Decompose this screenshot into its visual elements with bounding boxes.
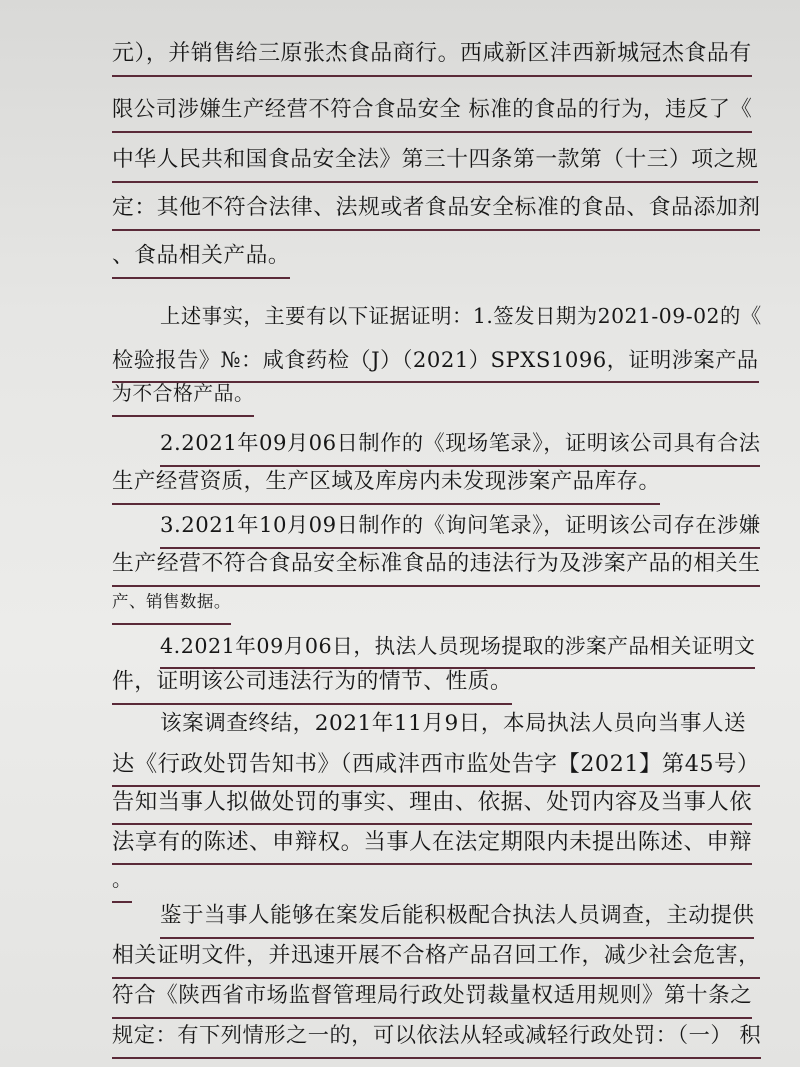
text-line-content: 限公司涉嫌生产经营不符合食品安全 标准的食品的行为，违反了《 [112, 90, 752, 133]
text-line-content: 规定：有下列情形之一的，可以依法从轻或减轻行政处罚：（一） 积 [112, 1016, 761, 1059]
text-line-content: 符合《陕西省市场监督管理局行政处罚裁量权适用规则》第十条之 [112, 976, 752, 1019]
text-line [0, 860, 800, 900]
text-line-content: 件，证明该公司违法行为的情节、性质。 [112, 662, 512, 705]
text-line-content: 鉴于当事人能够在案发后能积极配合执法人员调查，主动提供 [160, 896, 754, 939]
text-line-content: 。 [112, 860, 132, 903]
text-line [0, 822, 800, 862]
text-line [0, 896, 800, 936]
text-line [0, 506, 800, 546]
text-line-content: 2.2021年09月06日制作的《现场笔录》，证明该公司具有合法 [160, 424, 760, 467]
text-line [0, 1016, 800, 1056]
text-line-content: 达《行政处罚告知书》（西咸沣西市监处告字【2021】第45号） [112, 744, 760, 787]
text-line [0, 662, 800, 702]
text-line [0, 236, 800, 276]
text-line [0, 936, 800, 976]
text-line-content: 相关证明文件，并迅速开展不合格产品召回工作，减少社会危害， [112, 936, 760, 979]
text-line-content: 告知当事人拟做处罚的事实、理由、依据、处罚内容及当事人依 [112, 782, 752, 825]
text-line [0, 976, 800, 1016]
text-line [0, 34, 800, 74]
text-line-content: 中华人民共和国食品安全法》第三十四条第一款第（十三）项之规 [112, 140, 758, 183]
text-line-content: 检验报告》№：咸食药检（J）（2021）SPXS1096，证明涉案产品 [112, 340, 759, 383]
text-line [0, 744, 800, 784]
text-line [0, 782, 800, 822]
text-line [0, 374, 800, 414]
text-line-content: 生产经营资质，生产区域及库房内未发现涉案产品库存。 [112, 462, 660, 505]
text-line [0, 544, 800, 584]
text-line [0, 140, 800, 180]
text-line-content: 产、销售数据。 [112, 582, 231, 625]
text-line-content: 为不合格产品。 [112, 374, 254, 417]
text-line-content: 定：其他不符合法律、法规或者食品安全标准的食品、食品添加剂 [112, 188, 760, 231]
text-line-content: 法享有的陈述、申辩权。当事人在法定期限内未提出陈述、申辩 [112, 822, 752, 865]
text-line-content: 生产经营不符合食品安全标准食品的违法行为及涉案产品的相关生 [112, 544, 760, 587]
text-line-content: 元），并销售给三原张杰食品商行。西咸新区沣西新城冠杰食品有 [112, 34, 752, 77]
text-line [0, 424, 800, 464]
text-line-content: 3.2021年10月09日制作的《询问笔录》，证明该公司存在涉嫌 [160, 506, 760, 549]
text-line [0, 626, 800, 666]
text-line [0, 90, 800, 130]
text-line-content: 该案调查终结，2021年11月9日，本局执法人员向当事人送 [160, 711, 747, 736]
text-line [0, 582, 800, 622]
text-line [0, 462, 800, 502]
text-line-content: 、食品相关产品。 [112, 236, 290, 279]
text-line [0, 188, 800, 228]
text-line-content: 上述事实，主要有以下证据证明：1.签发日期为2021-09-02的《 [160, 304, 762, 328]
text-line [0, 296, 800, 336]
text-line [0, 704, 800, 744]
text-line-content: 4.2021年09月06日，执法人员现场提取的涉案产品相关证明文 [160, 626, 755, 669]
